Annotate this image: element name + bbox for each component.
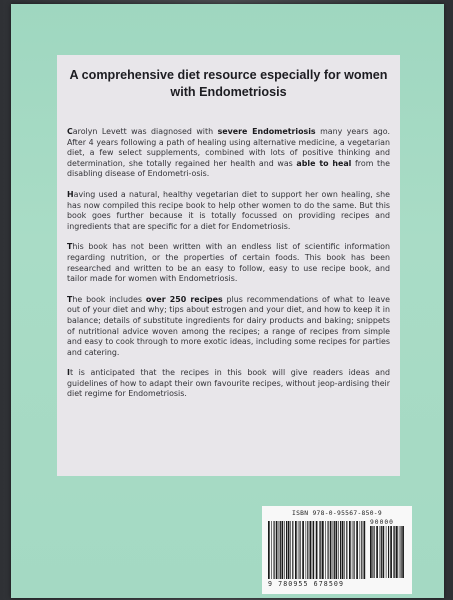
barcode-bar [396,526,398,578]
barcode-bar [322,521,324,579]
barcode-bar [320,521,321,579]
barcode-bar [333,521,334,579]
blurb-body [67,127,390,400]
blurb-paragraph [67,368,390,400]
barcode-bar [328,521,329,579]
bold-text: C [67,127,73,136]
bold-text: T [67,242,73,252]
barcode-bar [298,521,299,579]
barcode-bar [325,521,326,579]
addon-digits: 90000 [370,519,394,526]
body-text: aving used a natural, healthy vegetarian diet to support her own healing, she has now compiled this recipe book to help other women to do the same. But this book goes further because it is totally focussed on providing recipes and ingredients that are specific for a diet for Endometriosis. [67,189,390,231]
barcode-bar [334,521,335,579]
blurb-paragraph [67,190,390,232]
body-text: he book includes [72,294,146,304]
body-text: t is anticipated that the recipes in this book will give readers ideas and guidelines of how to adapt their own favourite recipes, without jeop-ardising their diet regime for Endometriosis. [67,368,390,399]
barcode-bar [360,521,361,579]
barcode-bar [312,521,313,579]
bold-text: able to heal [296,158,352,168]
barcode-bar [292,521,293,579]
barcode-bar [290,521,291,579]
barcode-bar [284,521,285,579]
barcode-bar [383,526,385,578]
barcode-bar [286,521,287,579]
barcode-bar [313,521,314,579]
isbn-text: ISBN 978-0-95567-850-9 [291,510,382,517]
barcode-bar [319,521,320,579]
bold-text: H [67,189,74,199]
barcode-bar [295,521,297,579]
barcode-bar [401,526,402,578]
barcode-bar [364,521,366,579]
barcode-bar [280,521,281,579]
barcode-bar [338,521,339,579]
barcode-bar [316,521,318,579]
barcode-bar [276,521,278,579]
blurb-paragraph [67,242,390,284]
bold-text: severe Endometriosis [217,127,316,136]
bold-text: I [67,368,70,378]
barcode-bar [361,521,362,579]
barcode-bar [310,521,312,579]
barcode-bar [399,526,400,578]
barcode-bar [354,521,355,579]
bold-text: T [67,294,73,304]
barcode-bar [342,521,344,579]
barcode-bar [380,526,381,578]
barcode-bar [346,521,347,579]
barcode-bar [307,521,308,579]
body-text: arolyn Levett was diagnosed with [72,127,218,136]
barcode-bar [282,521,284,579]
barcode-bar [330,521,332,579]
barcode-bar [390,526,392,578]
blurb-paragraph [67,295,390,359]
barcode-digits: 9 780955 678509 [268,580,345,588]
barcode-bar [372,526,373,578]
barcode-bar [268,521,270,579]
barcode-bar [352,521,353,579]
barcode-bar [336,521,338,579]
text-panel [57,55,400,476]
barcode-bar [386,526,387,578]
barcode-bar [302,521,304,579]
barcode-bar [300,521,301,579]
barcode-bar [376,526,378,578]
barcode-bar [288,521,290,579]
barcode-box [262,506,412,594]
barcode-bar [340,521,341,579]
addon-barcode-bars [370,526,404,578]
barcode-bar [374,526,375,578]
barcode-bar [402,526,404,578]
barcode-bar [381,526,382,578]
headline: A comprehensive diet resource especially for women with Endometriosis [69,68,388,99]
blurb-paragraph [67,127,390,180]
bold-text: over 250 recipes [145,294,223,304]
barcode-bar [394,526,395,578]
barcode-bar [356,521,358,579]
barcode-bar [349,521,351,579]
barcode-bar [274,521,275,579]
barcode-bars [268,521,366,579]
barcode-bar [306,521,307,579]
barcode-bar [279,521,280,579]
barcode-bar [271,521,272,579]
barcode-bar [370,526,372,578]
barcode-bar [393,526,394,578]
body-text: his book has not been written with an endless list of scientific information regarding nutrition, or the properties of certain foods. This book has been researched and written to be an easy to follow, easy to use recipe book, and tailor made for women with Endometriosis. [67,242,390,284]
body-text: many years ago. After 4 years following a path of healing using alternative medicine, a vegetarian diet, a few select supplements, combined with lots of positive thinking and determination, she totally regained her health and was [67,127,390,168]
body-text: from the disabling disease of Endometri-osis. [67,158,390,179]
barcode-bar [344,521,345,579]
barcode-bar [388,526,389,578]
body-text: plus recommendations of what to leave out of your diet and why; tips about estrogen and your diet, and how to keep it in balance; details of substitute ingredients for dairy products and baking; snippets of nutritional advice woven among the recipes; a range of recipes from simple and easy to cook through to more exotic ideas, including some recipes for parties and catering. [67,294,390,357]
